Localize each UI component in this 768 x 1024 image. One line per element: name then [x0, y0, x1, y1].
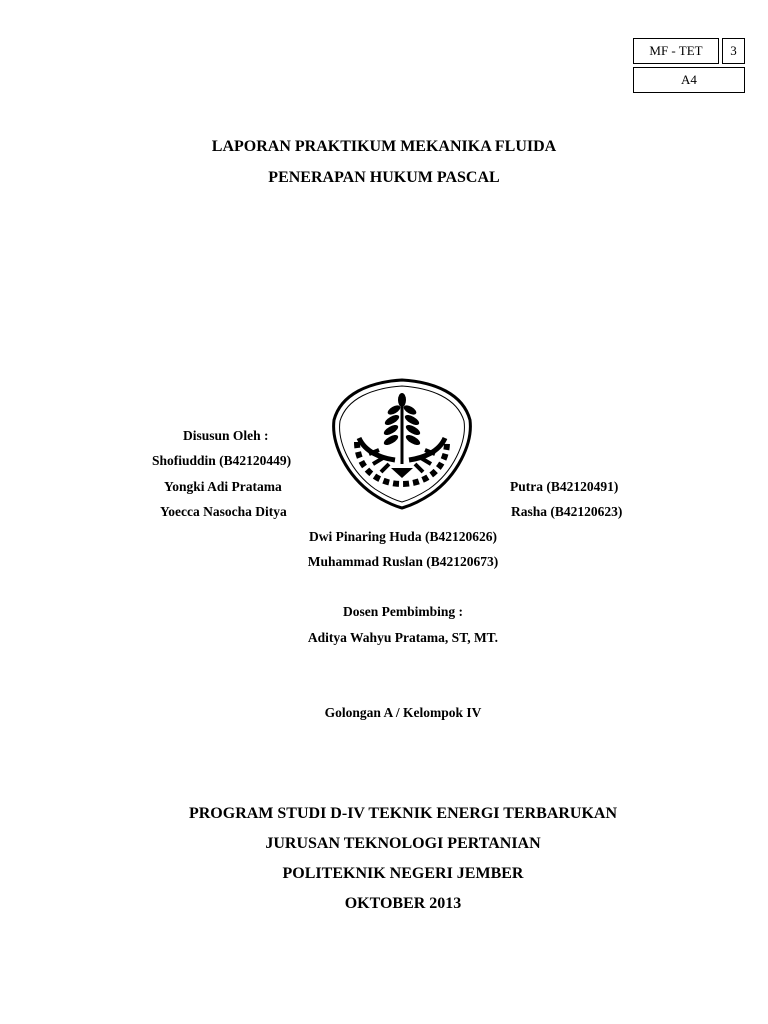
report-subtitle: PENERAPAN HUKUM PASCAL — [268, 169, 500, 186]
author-2-right: Putra (B42120491) — [510, 479, 619, 494]
report-title: LAPORAN PRAKTIKUM MEKANIKA FLUIDA — [211, 138, 557, 155]
doc-number-text: 3 — [730, 43, 737, 58]
authors-label: Disusun Oleh : — [183, 428, 269, 443]
supervisor-label: Dosen Pembimbing : — [342, 604, 463, 619]
author-2-left: Yongki Adi Pratama — [164, 479, 282, 494]
author-3-right: Rasha (B42120623) — [511, 504, 623, 519]
author-4: Dwi Pinaring Huda (B42120626) — [309, 529, 497, 544]
report-date: OKTOBER 2013 — [344, 895, 462, 912]
author-3-left: Yoecca Nasocha Ditya — [160, 504, 287, 519]
study-program: PROGRAM STUDI D-IV TEKNIK ENERGI TERBARUKAN — [188, 805, 618, 822]
doc-subcode-box — [633, 67, 745, 93]
politeknik-jember-emblem-icon — [329, 372, 476, 512]
doc-code-box — [633, 38, 719, 64]
doc-subcode-text: A4 — [681, 72, 697, 87]
supervisor-name: Aditya Wahyu Pratama, ST, MT. — [307, 630, 499, 645]
doc-number-box — [722, 38, 745, 64]
author-1: Shofiuddin (B42120449) — [152, 453, 292, 468]
group-info: Golongan A / Kelompok IV — [324, 705, 482, 720]
author-5: Muhammad Ruslan (B42120673) — [307, 554, 499, 569]
institution: POLITEKNIK NEGERI JEMBER — [282, 865, 524, 882]
doc-code-text: MF - TET — [649, 43, 703, 58]
department: JURUSAN TEKNOLOGI PERTANIAN — [265, 835, 541, 852]
